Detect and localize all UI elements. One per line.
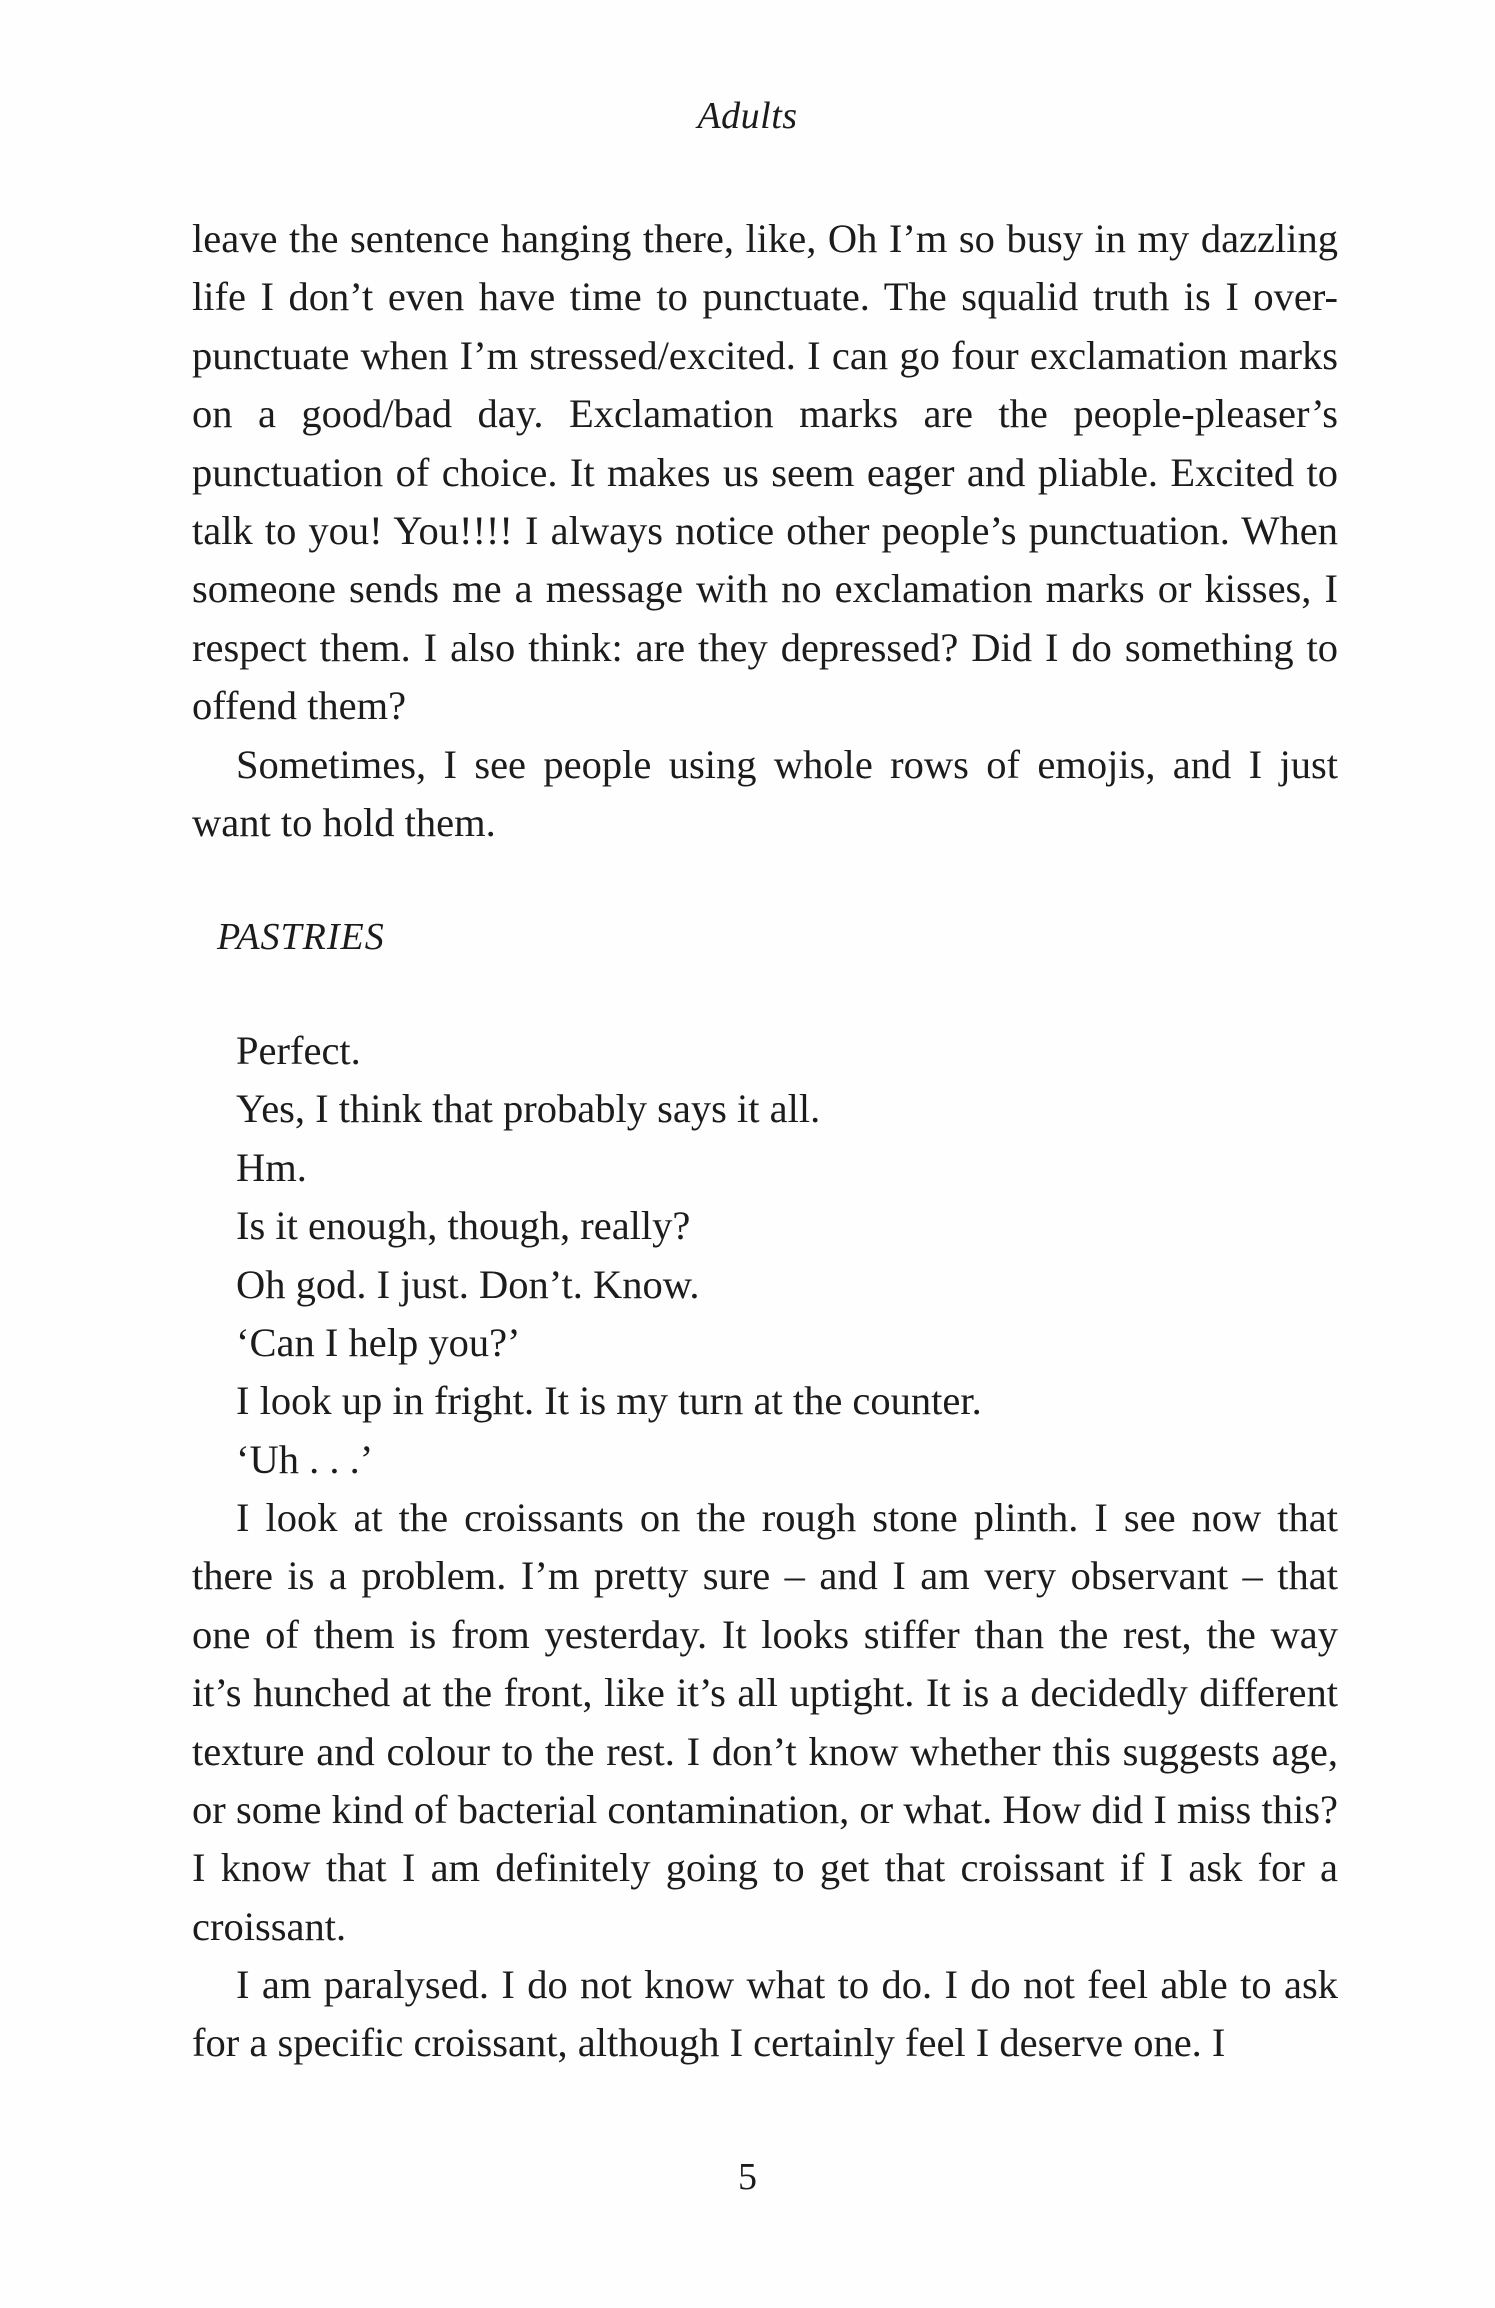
paragraph-text: leave the sentence hanging there, like, Oh I’m so busy in my dazzling life I don’t even have time to punctuate. The squalid truth is I over-punctuate when I’m stressed/excited. I can go four exclamation marks on a good/bad day. Exclamation marks are the people-pleaser’s punctuation of choice. It makes us seem eager and pliable. Excited to talk to you! You!!!! I always notice other people’s punctuation. When someone sends me a message with no exclamation marks or kisses, I respect them. I also think: are they depressed? Did I do something to offend them? xyxy=(192,216,1338,729)
dialogue-line: Hm. xyxy=(236,1144,307,1190)
dialogue-line: Yes, I think that probably says it all. xyxy=(236,1086,821,1132)
dialogue-lines xyxy=(236,1022,982,1489)
dialogue-line: ‘Uh . . .’ xyxy=(236,1436,374,1482)
paragraph-continued xyxy=(192,210,1338,736)
paragraph-text: I am paralysed. I do not know what to do. I do not feel able to ask for a specific croissant, although I certainly feel I deserve one. I xyxy=(192,1962,1338,2066)
section-heading: PASTRIES xyxy=(217,916,385,958)
dialogue-line: I look up in fright. It is my turn at the counter. xyxy=(236,1378,982,1424)
dialogue-line: Perfect. xyxy=(236,1028,361,1073)
paragraph-text: Sometimes, I see people using whole rows of emojis, and I just want to hold them. xyxy=(192,742,1338,846)
page-number: 5 xyxy=(738,2156,757,2198)
paragraph-text: I look at the croissants on the rough stone plinth. I see now that there is a problem. I’m pretty sure – and I am very observant – that one of them is from yesterday. It looks stiffer than the rest, the way it’s hunched at the front, like it’s all uptight. It is a decidedly different texture and colour to the rest. I don’t know whether this suggests age, or some kind of bacterial contamination, or what. How did I miss this? I know that I am definitely going to get that croissant if I ask for a croissant. xyxy=(192,1495,1338,1949)
paragraph-croissants xyxy=(192,1489,1338,1956)
paragraph-emojis xyxy=(192,736,1338,853)
running-head: Adults xyxy=(697,95,798,137)
dialogue-line: Is it enough, though, really? xyxy=(236,1203,691,1249)
dialogue-line: Oh god. I just. Don’t. Know. xyxy=(236,1261,700,1307)
paragraph-paralysed xyxy=(192,1956,1338,2073)
dialogue-line: ‘Can I help you?’ xyxy=(236,1320,521,1366)
